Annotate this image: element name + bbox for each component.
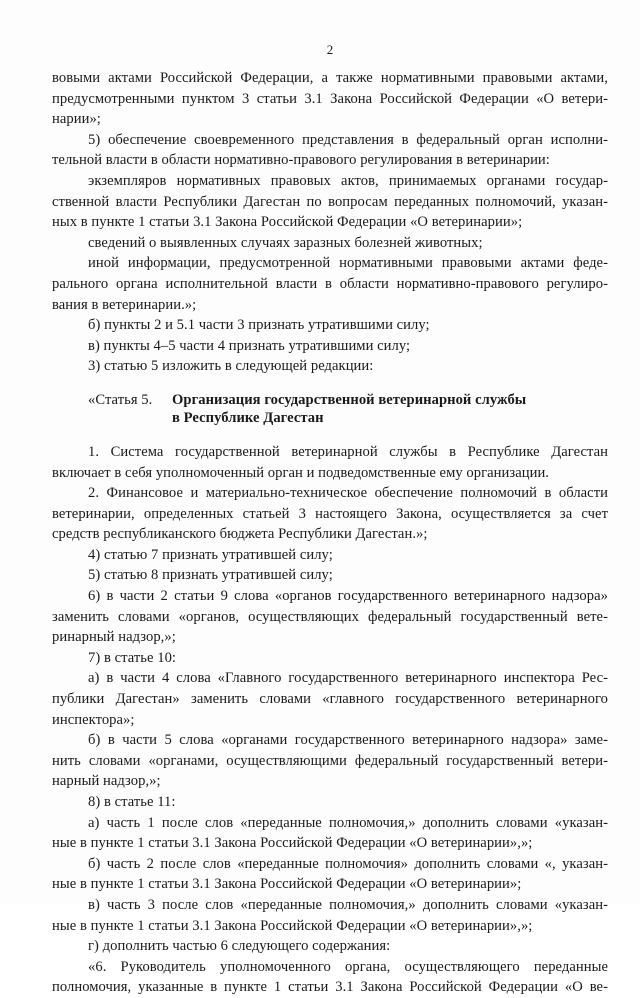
- text-line: 7) в статье 10:: [88, 649, 177, 666]
- text-line: предусмотренными пунктом 3 статьи 3.1 Закона Российской Федерации «О ветери-: [52, 90, 608, 107]
- text-line: нить словами «органами, осуществляющими федеральный государственный ветери-: [52, 752, 608, 769]
- text-line: 4) статью 7 признать утратившей силу;: [88, 546, 333, 563]
- text-line: ные в пункте 1 статьи 3.1 Закона Российской Федерации «О ветеринарии»,»;: [52, 917, 533, 934]
- text-block-before-heading: [52, 68, 608, 377]
- text-line: вовыми актами Российской Федерации, а также нормативными правовыми актами,: [52, 70, 608, 86]
- text-line: 1. Система государственной ветеринарной службы в Республике Дагестан: [88, 443, 608, 460]
- text-line: в) часть 3 после слов «переданные полномочия,» дополнить словами «указан-: [88, 896, 608, 913]
- text-line: ных в пункте 1 статьи 3.1 Закона Российской Федерации «О ветеринарии»;: [52, 214, 523, 231]
- text-line: включает в себя уполномоченный орган и подведомственные ему организации.: [52, 464, 549, 481]
- text-line: сведений о выявленных случаях заразных болезней животных;: [88, 234, 483, 251]
- document-body: [52, 68, 608, 998]
- text-line: нарии»;: [52, 111, 101, 128]
- text-line: ственной власти Республики Дагестан по вопросам переданных полномочий, указан-: [52, 193, 608, 210]
- text-line: 2. Финансовое и материально-техническое обеспечение полномочий в области: [88, 485, 608, 502]
- text-line: тельной власти в области нормативно-правового регулирования в ветеринарии:: [52, 152, 550, 169]
- text-line: 5) обеспечение своевременного представления в федеральный орган исполни-: [88, 131, 608, 148]
- article-heading-title-line2: в Республике Дагестан: [172, 410, 324, 427]
- text-line: б) пункты 2 и 5.1 части 3 признать утратившими силу;: [88, 317, 430, 334]
- text-line: а) часть 1 после слов «переданные полномочия,» дополнить словами «указан-: [88, 814, 608, 831]
- text-line: нарный надзор,»;: [52, 773, 161, 790]
- text-line: 3) статью 5 изложить в следующей редакции:: [88, 358, 374, 375]
- article-heading-title-line1: Организация государственной ветеринарной службы: [172, 391, 527, 408]
- text-line: г) дополнить частью 6 следующего содержания:: [88, 938, 391, 955]
- text-line: в) пункты 4–5 части 4 признать утратившими силу;: [88, 337, 411, 354]
- text-line: иной информации, предусмотренной нормативными правовыми актами феде-: [88, 255, 608, 272]
- text-line: публики Дагестан» заменить словами «главного государственного ветеринарного: [52, 691, 608, 708]
- text-line: инспектора»;: [52, 711, 135, 728]
- text-line: рального органа исполнительной власти в области нормативно-правового регулиро-: [52, 275, 608, 292]
- text-line: экземпляров нормативных правовых актов, принимаемых органами государ-: [88, 172, 608, 189]
- text-line: 6) в части 2 статьи 9 слова «органов государственного ветеринарного надзора»: [88, 588, 608, 605]
- text-line: б) в части 5 слова «органами государственного ветеринарного надзора» заме-: [88, 732, 608, 749]
- text-line: ринарный надзор,»;: [52, 629, 176, 646]
- text-line: «6. Руководитель уполномоченного органа, осуществляющего переданные: [88, 958, 608, 975]
- text-line: б) часть 2 после слов «переданные полномочия» дополнить словами «, указан-: [88, 855, 608, 872]
- text-line: вания в ветеринарии.»;: [52, 296, 197, 313]
- text-line: 8) в статье 11:: [88, 794, 176, 810]
- text-line: ные в пункте 1 статьи 3.1 Закона Российской Федерации «О ветеринарии»,»;: [52, 835, 533, 852]
- text-line: средств республиканского бюджета Республики Дагестан.»;: [52, 526, 428, 543]
- text-line: а) в части 4 слова «Главного государственного ветеринарного инспектора Рес-: [88, 670, 608, 687]
- text-line: заменить словами «органов, осуществляющих федеральный государственный вете-: [52, 608, 608, 625]
- article-heading: [52, 391, 608, 428]
- text-line: ветеринарии, определенных статьей 3 настоящего Закона, осуществляется за счет: [52, 505, 608, 522]
- text-line: ные в пункте 1 статьи 3.1 Закона Российской Федерации «О ветеринарии»;: [52, 876, 522, 893]
- spacer: [52, 428, 608, 442]
- text-line: 5) статью 8 признать утратившей силу;: [88, 567, 333, 584]
- page-number: 2: [326, 42, 334, 57]
- spacer: [52, 377, 608, 391]
- text-line: полномочия, указанные в пункте 1 статьи 3.1 Закона Российской Федерации «О ве-: [52, 979, 608, 996]
- article-heading-prefix: «Статья 5.: [88, 391, 153, 408]
- text-block-after-heading: [52, 442, 608, 998]
